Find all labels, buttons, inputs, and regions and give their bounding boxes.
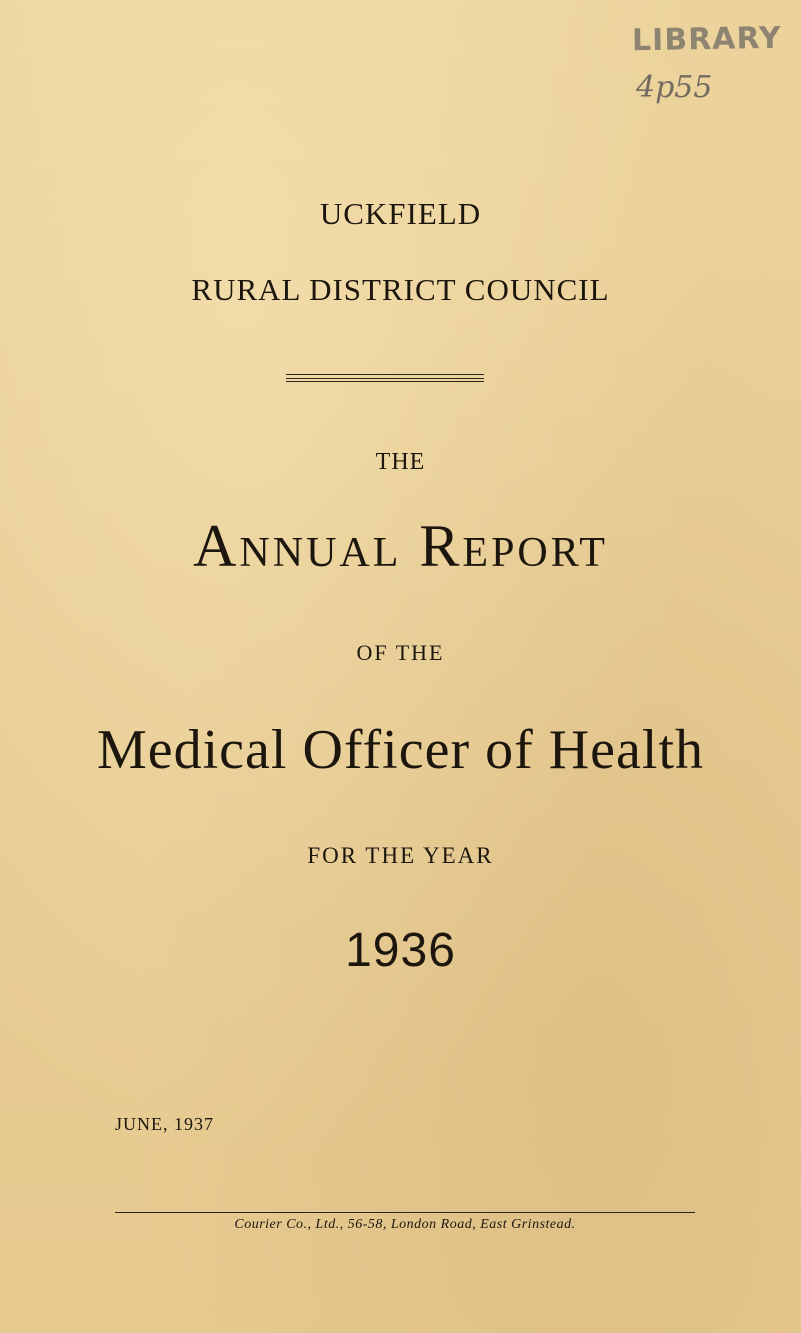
council-name-line-2: RURAL DISTRICT COUNCIL [191,272,610,307]
report-subject: Medical Officer of Health [96,719,705,781]
ornamental-rule-middle [286,378,484,379]
council-name-line-1: UCKFIELD [319,196,482,231]
title-prefix: THE [375,449,426,475]
ornamental-rule-bottom [286,381,484,382]
library-stamp: LIBRARY [631,20,782,59]
year-label: FOR THE YEAR [307,843,494,868]
publication-date: JUNE, 1937 [115,1114,214,1134]
title-connector: OF THE [356,640,445,665]
handwritten-shelfmark: 4p55 [636,70,713,105]
footer-rule [115,1212,695,1213]
report-title: Annual Report [193,513,608,579]
ornamental-rule-top [286,374,484,375]
printer-imprint: Courier Co., Ltd., 56-58, London Road, East Grinstead. [234,1217,576,1232]
report-year: 1936 [345,924,456,977]
